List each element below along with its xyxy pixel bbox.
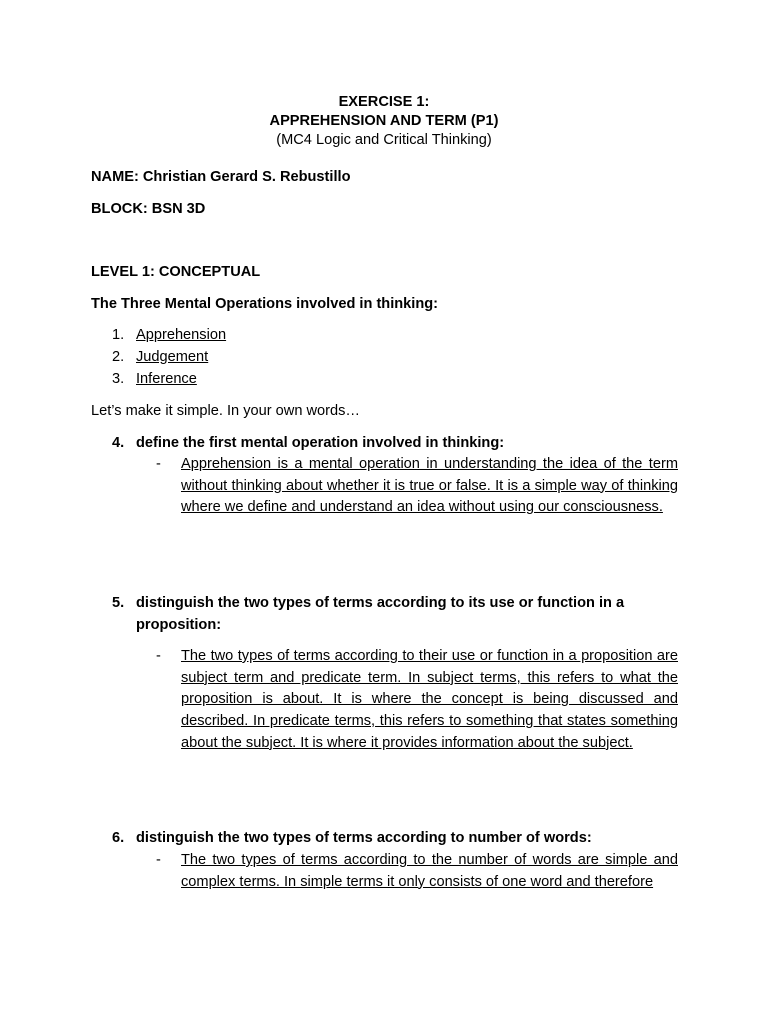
answer-6 — [156, 850, 678, 893]
intro-text: Let’s make it simple. In your own words… — [91, 403, 361, 419]
course-name: (MC4 Logic and Critical Thinking) — [276, 132, 492, 148]
answer-4 — [156, 454, 678, 519]
level-heading: LEVEL 1: CONCEPTUAL — [91, 264, 261, 280]
exercise-title: EXERCISE 1: — [338, 94, 430, 110]
question-prompt: distinguish the two types of terms according to number of words: — [136, 830, 592, 846]
operations-heading: The Three Mental Operations involved in thinking: — [91, 296, 439, 312]
list-item: 1. Apprehension — [112, 327, 227, 343]
document-header — [0, 93, 768, 150]
operation-label: Apprehension — [136, 327, 227, 343]
question-4 — [112, 433, 672, 455]
answer-dash: - — [156, 852, 161, 868]
operation-label: Inference — [136, 371, 197, 387]
question-6 — [112, 828, 672, 850]
question-number: 6. — [112, 830, 125, 846]
list-item: 2. Judgement — [112, 349, 209, 365]
exercise-subtitle: APPREHENSION AND TERM (P1) — [269, 113, 499, 129]
question-number: 5. — [112, 595, 125, 611]
answer-text: The two types of terms according to their use or function in a proposition are subject term and predicate term. In subject terms, this refers to what the proposition is about. It is where the concept is being discussed and described. In predicate terms, this refers to something that states something about the subject. It is where it provides information about the subject. — [181, 648, 678, 751]
student-block: BLOCK: BSN 3D — [91, 201, 206, 217]
student-name: NAME: Christian Gerard S. Rebustillo — [91, 169, 351, 185]
question-prompt: define the first mental operation involved in thinking: — [136, 435, 505, 451]
list-item: 3. Inference — [112, 371, 197, 387]
answer-dash: - — [156, 456, 161, 472]
question-prompt: distinguish the two types of terms according to its use or function in a proposition: — [136, 595, 625, 633]
answer-text: Apprehension is a mental operation in understanding the idea of the term without thinking about whether it is true or false. It is a simple way of thinking where we define and understand an idea without using our consciousness. — [181, 456, 678, 516]
answer-text: The two types of terms according to the number of words are simple and complex terms. In simple terms it only consists of one word and therefore — [181, 852, 678, 890]
question-5 — [112, 593, 672, 636]
question-number: 4. — [112, 435, 125, 451]
answer-dash: - — [156, 648, 161, 664]
operations-list — [112, 326, 226, 392]
operation-label: Judgement — [136, 349, 209, 365]
answer-5 — [156, 646, 678, 755]
